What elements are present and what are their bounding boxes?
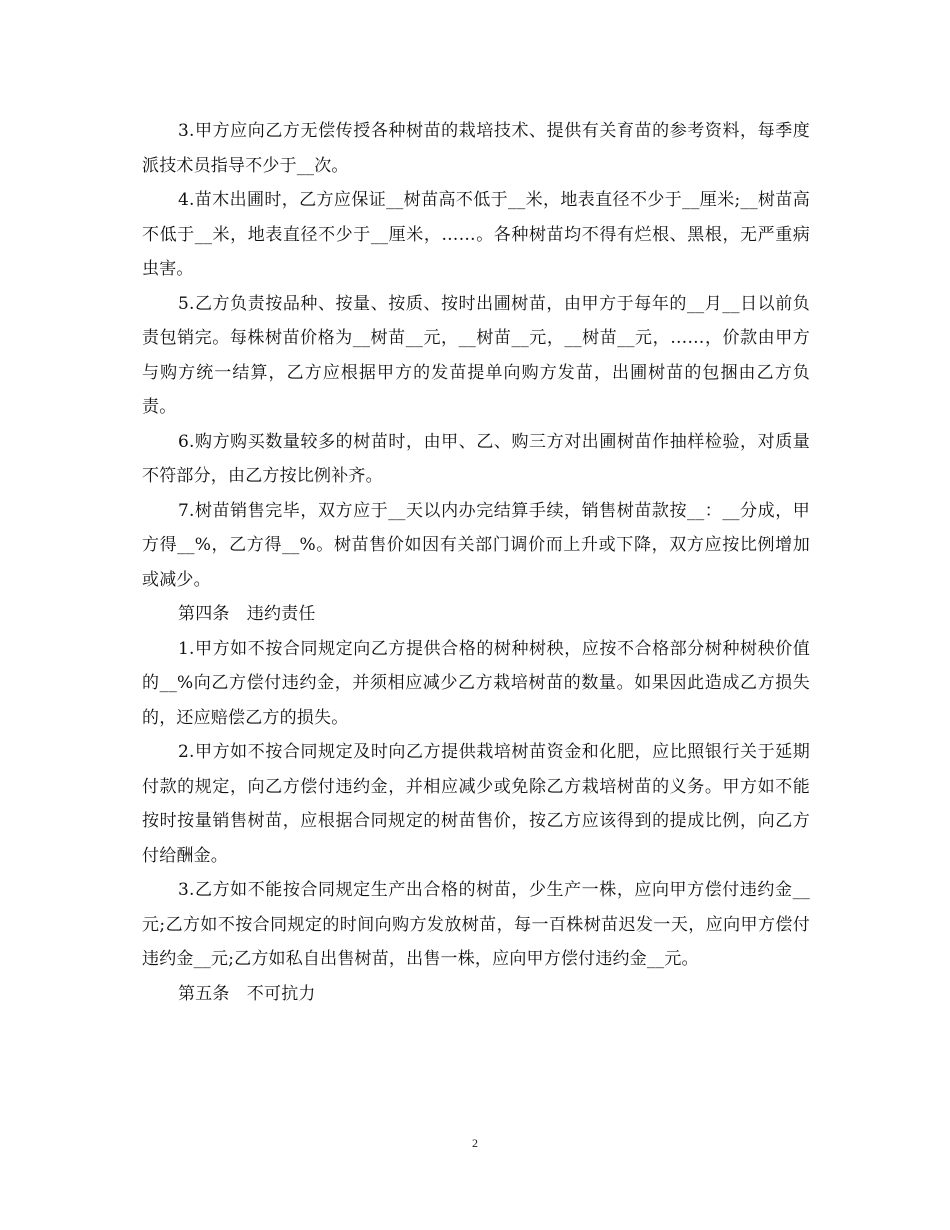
document-body — [142, 114, 810, 1011]
clause-6-paragraph: 6.购方购买数量较多的树苗时，由甲、乙、购三方对出圃树苗作抽样检验，对质量不符部分，由乙方按比例补齐。 — [142, 431, 810, 486]
clause-5-paragraph: 5.乙方负责按品种、按量、按质、按时出圃树苗，由甲方于每年的__月__日以前负责包销完。每株树苗价格为__树苗__元，__树苗__元，__树苗__元，……，价款由甲方与购方统一结算，乙方应根据甲方的发苗提单向购方发苗，出圃树苗的包捆由乙方负责。 — [142, 293, 810, 417]
breach-clause-1-paragraph: 1.甲方如不按合同规定向乙方提供合格的树种树秧，应按不合格部分树种树秧价值的__%向乙方偿付违约金，并须相应减少乙方栽培树苗的数量。如果因此造成乙方损失的，还应赔偿乙方的损失。 — [142, 638, 810, 728]
clause-7-paragraph: 7.树苗销售完毕，双方应于__天以内办完结算手续，销售树苗款按__：__分成，甲方得__%，乙方得__%。树苗售价如因有关部门调价而上升或下降，双方应按比例增加或减少。 — [142, 500, 810, 590]
breach-clause-2-paragraph: 2.甲方如不按合同规定及时向乙方提供栽培树苗资金和化肥，应比照银行关于延期付款的规定，向乙方偿付违约金，并相应减少或免除乙方栽培树苗的义务。甲方如不能按时按量销售树苗，应根据合同规定的树苗售价，按乙方应该得到的提成比例，向乙方付给酬金。 — [142, 742, 810, 866]
section-4-heading: 第四条 违约责任 — [178, 604, 316, 624]
clause-4-paragraph: 4.苗木出圃时，乙方应保证__树苗高不低于__米，地表直径不少于__厘米;__树苗高不低于__米，地表直径不少于__厘米，……。各种树苗均不得有烂根、黑根，无严重病虫害。 — [142, 190, 810, 279]
section-5-heading: 第五条 不可抗力 — [178, 983, 316, 1004]
page-number: 2 — [472, 1136, 478, 1150]
clause-3-paragraph: 3.甲方应向乙方无偿传授各种树苗的栽培技术、提供有关育苗的参考资料，每季度派技术员指导不少于__次。 — [142, 121, 810, 176]
breach-clause-3-paragraph: 3.乙方如不能按合同规定生产出合格的树苗，少生产一株，应向甲方偿付违约金__元;乙方如不按合同规定的时间向购方发放树苗，每一百株树苗迟发一天，应向甲方偿付违约金__元;乙方如私自出售树苗，出售一株，应向甲方偿付违约金__元。 — [142, 880, 810, 969]
